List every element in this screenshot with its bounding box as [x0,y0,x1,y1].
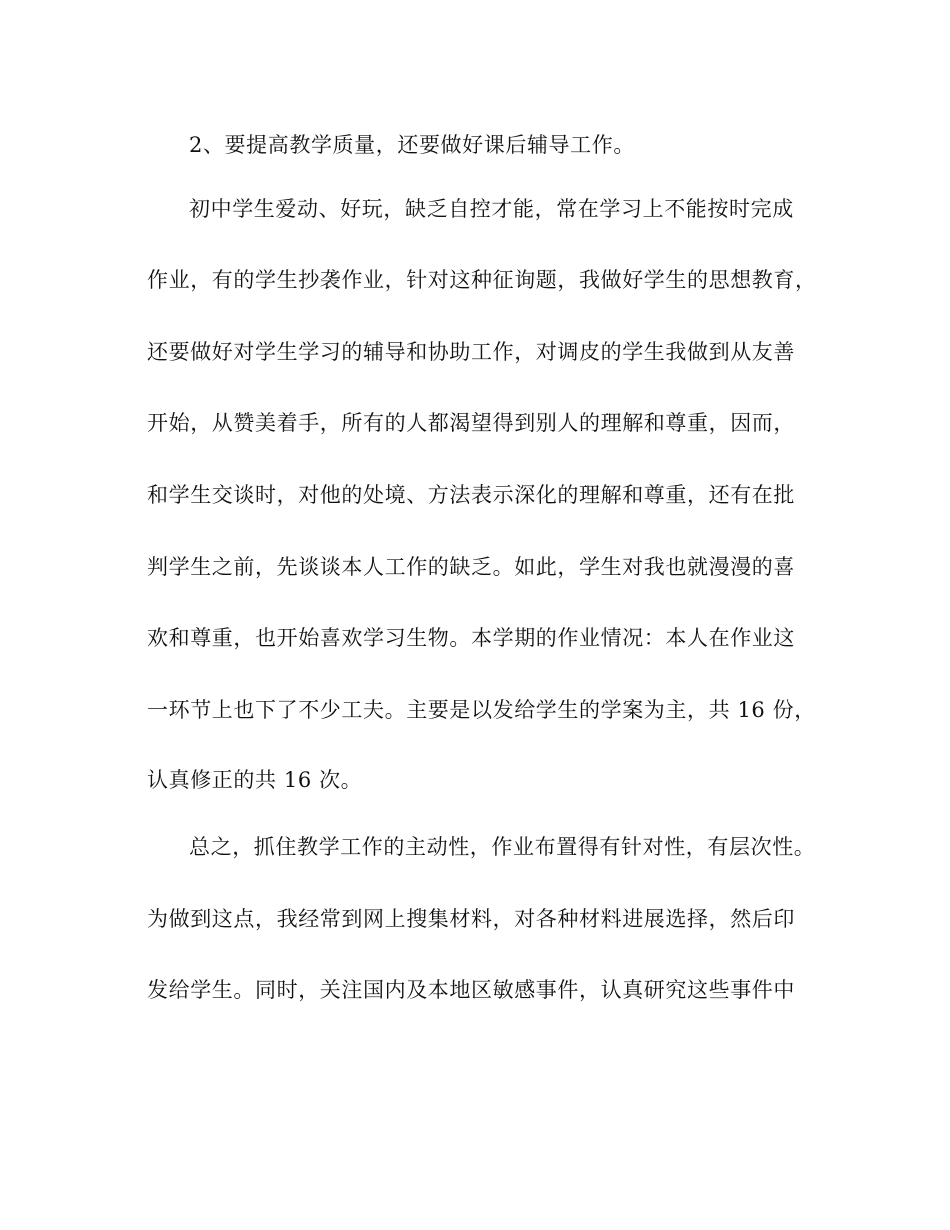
paragraph-line: 认真修正的共 16 次。 [147,768,363,792]
paragraph-line: 作业，有的学生抄袭作业，针对这种征询题，我做好学生的思想教育， [147,268,817,292]
paragraph-line: 开始，从赞美着手，所有的人都渴望得到别人的理解和尊重，因而， [147,411,795,435]
paragraph-line: 为做到这点，我经常到网上搜集材料，对各种材料进展选择，然后印 [147,907,795,931]
paragraph-line: 发给学生。同时，关注国内及本地区敏感事件，认真研究这些事件中 [147,978,795,1002]
paragraph-line: 还要做好对学生学习的辅导和协助工作，对调皮的学生我做到从友善 [147,340,795,364]
paragraph-line: 和学生交谈时，对他的处境、方法表示深化的理解和尊重，还有在批 [147,483,795,507]
paragraph-line: 2、要提高教学质量，还要做好课后辅导工作。 [189,133,635,157]
paragraph-line: 初中学生爱动、好玩，缺乏自控才能，常在学习上不能按时完成 [189,197,794,221]
paragraph-line: 欢和尊重，也开始喜欢学习生物。本学期的作业情况：本人在作业这 [147,626,795,650]
paragraph-line: 一环节上也下了不少工夫。主要是以发给学生的学案为主，共 16 份， [147,698,816,722]
paragraph-line: 总之，抓住教学工作的主动性，作业布置得有针对性，有层次性。 [189,835,816,859]
paragraph-line: 判学生之前，先谈谈本人工作的缺乏。如此，学生对我也就漫漫的喜 [147,555,795,579]
